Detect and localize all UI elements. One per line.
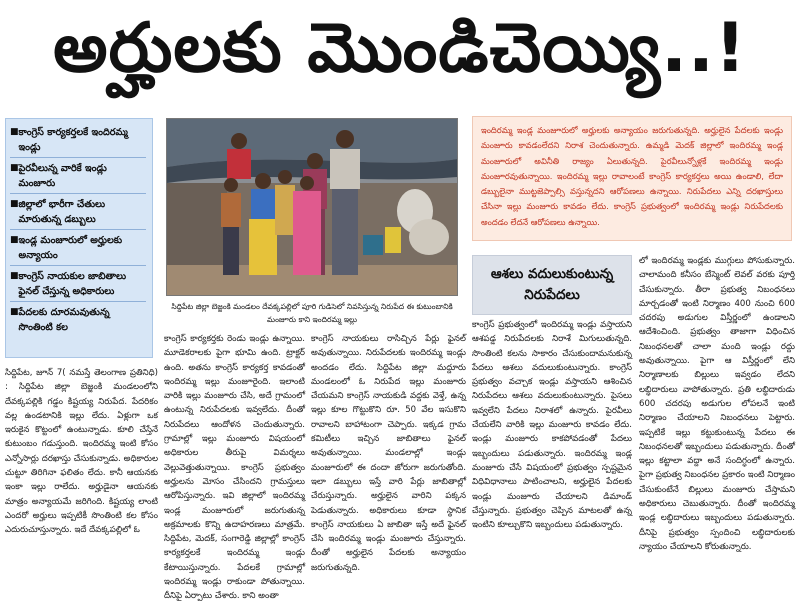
bullet-icon: ■	[10, 199, 19, 209]
highlight-item: ■ కాంగ్రెస్ నాయకుల జాబితాలు ఫైనల్ చేస్తున్న అధికారులు	[10, 271, 127, 297]
subheading-line1: ఆశలు వదులుకుంటున్న	[490, 266, 614, 282]
bullet-icon: ■	[10, 127, 19, 137]
family-photo	[166, 118, 458, 296]
article-column-5: లో ఇందిరమ్మ ఇండ్లకు ముగ్గులు పోసుకున్నారు. చాలామంది కనీసం బేస్మెంట్ లెవల్ వరకు పూర్తి చేసుకున్నారు. తీరా ప్రభుత్వ నిబంధనలు మార్చడంతో ఇంటి నిర్మాణం 400 నుంచి 600 చదరపు అడుగుల విస్తీర్ణంలో ఉండాలని ఆదేశించింది. ప్రభుత్వం తాజాగా విధించిన నిబంధనలతో చాలా మంది ఇండ్లు రద్దు అవుతున్నాయి. పైగా ఆ విస్తీర్ణంలో లేని నిర్మాణాలకు బిల్లులు ఇవ్వడం లేదని లబ్ధిదారులు వాపోతున్నారు. ప్రతి లబ్ధిదారుడు 600 చదరపు అడుగుల లోపలనే ఇంటి నిర్మాణం చేయాలని నిబంధనలు పెట్టారు. ఇప్పటికే ఇల్లు కట్టుకుంటున్న పేదలు ఈ నిబంధనలతో ఇబ్బందులు పడుతున్నారు. దీంతో ఇల్లు కట్టాలా వద్దా అనే సందిగ్ధంలో ఉన్నారు. పైగా ప్రభుత్వ నిబంధనల ప్రకారం ఇంటి నిర్మాణం చేసుకుంటేనే బిల్లులు మంజూరు చేస్తామని అధికారులు చెబుతున్నారు. దీంతో ఇందిరమ్మ ఇండ్ల లబ్ధిదారులు ఇబ్బందులు పడుతున్నారు. దీనిపై ప్రభుత్వం స్పందించి లబ్ధిదారులకు న్యాయం చేయాలని కోరుతున్నారు.	[639, 256, 795, 552]
bullet-icon: ■	[10, 163, 19, 173]
bullet-icon: ■	[10, 271, 19, 281]
headline: అర్హులకు మొండిచెయ్యి..!	[53, 8, 747, 88]
subheading-box	[472, 255, 632, 315]
summary-callout: ఇందిరమ్మ ఇండ్ల మంజూరులో అర్హులకు అన్యాయం జరుగుతున్నది. అర్హులైన పేదలకు ఇండ్లు మంజూరు కావడంలేదని నిరాశ చెందుతున్నారు. ఉమ్మడి మెదక్ జిల్లాలో ఇందిరమ్మ ఇండ్ల మంజూరులో అవినీతి రాజ్యం ఏలుతున్నది. పైరవీలున్నోళ్లకే ఇందిరమ్మ ఇండ్లు మంజూరవుతున్నాయి. ఇందిరమ్మ ఇల్లు రావాలంటే కాంగ్రెస్ కార్యకర్తలు అయి ఉండాలి, లేదా డబ్బులైనా ముట్టజెప్పాల్సి వస్తున్నదని ఆరోపణలు ఉన్నాయి. నిరుపేదలు ఎన్ని దరఖాస్తులు చేసినా ఇల్లు మంజూరు కావడం లేదు. కాంగ్రెస్ ప్రభుత్వంలో ఇందిరమ్మ ఇండ్లు నిరుపేదలకు అందడం లేదనే ఆరోపణలు ఉన్నాయి.	[472, 116, 792, 241]
photo-caption: సిద్దిపేట జిల్లా బెజ్జంకి మండలం దేవక్కపల్లిలో పూరి గుడిసెలో నివసిస్తున్న నిరుపేద ఈ కుటుంబానికి మంజూరు కాని ఇందిరమ్మ ఇల్లు	[171, 302, 453, 324]
highlight-item: ■ పేదలకు దూరమవుతున్న సొంతింటి కల	[10, 307, 110, 333]
highlights-box	[5, 118, 153, 358]
article-column-3: కాంగ్రెస్ నాయకులు రాసిచ్చిన పేర్లు ఫైనల్ అవుతున్నాయి. నిరుపేదలకు ఇందిరమ్మ ఇండ్లు అందడం లేదు. సిద్దిపేట జిల్లా మద్దూరు మండలంలో ఓ నిరుపేద ఇల్లు మంజూరు చేయమని కాంగ్రెస్ నాయకుడి వద్దకు వెళ్తే, ఉన్న ఇల్లు కూల గొట్టుకొని రూ. 50 వేల ఇసుకొని రావాలని బాహాటంగా చెప్పారు. ఇక్కడ గ్రామ కమిటీలు ఇచ్చిన జాబితాలు ఫైనల్ అవుతున్నాయి. మండలాల్లో ఇండ్లు మంజూరులో ఈ దందా జోరుగా జరుగుతోంది. ఇలా డబ్బులు ఇస్తే వారి పేర్లు జాబితాల్లో చేరుస్తున్నారు. అర్హులైన వారిని పక్కన పెడుతున్నారు. అధికారులు కూడా స్థానిక కాంగ్రెస్ నాయకులు ఏ జాబితా ఇస్తే అదే ఫైనల్ చేసి ఇందిరమ్మ ఇండ్లు మంజూరు చేస్తున్నారు. దీంతో అర్హులైన పేదలకు అన్యాయం జరుగుతున్నది.	[311, 334, 466, 573]
family-photo-illustration	[167, 119, 457, 295]
highlight-item: ■ ఇండ్ల మంజూరులో అర్హులకు అన్యాయం	[10, 235, 123, 261]
bullet-icon: ■	[10, 235, 19, 245]
bullet-icon: ■	[10, 307, 19, 317]
article-column-2: కాంగ్రెస్ కార్యకర్తకు రెండు ఇండ్లు ఉన్నాయి. మూడెకరాలకు పైగా భూమి ఉంది. ట్రాక్టర్ ఉంది. అతను కాంగ్రెస్ కార్యకర్త కావడంతో ఇందిరమ్మ ఇల్లు మంజూరైంది. ఇలాంటి వారికి ఇల్లు మంజూరు చేసి, అదే గ్రామంలో ఉంటున్న నిరుపేదలకు ఇవ్వలేదు. దీంతో నిరుపేదలు ఆందోళన చెందుతున్నారు. గ్రామాల్లో ఇల్లు మంజూరు విషయంలో అధికారుల తీరుపై విమర్శలు వెల్లువెత్తుతున్నాయి. కాంగ్రెస్ ప్రభుత్వం అర్హులను మోసం చేసిందని గ్రామస్తులు ఆరోపిస్తున్నారు. ఇవి జిల్లాలో ఇందిరమ్మ ఇండ్ల మంజూరులో జరుగుతున్న అక్రమాలకు కొన్ని ఉదాహరణలు మాత్రమే. సిద్దిపేట, మెదక్, సంగారెడ్డి జిల్లాల్లో కాంగ్రెస్ కార్యకర్తలకే ఇందిరమ్మ ఇండ్లు కేటాయిస్తున్నారు. పేదలకే గ్రామాల్లో ఇందిరమ్మ ఇండ్లు రాకుండా పోతున్నాయి. దీనిపై ఏర్పాటు చేశారు. కాని అంతా	[164, 334, 305, 602]
highlight-item: ■ జిల్లాలో భారీగా చేతులు మారుతున్న డబ్బులు	[10, 199, 106, 225]
highlight-item: ■ కాంగ్రెస్ కార్యకర్తలకే ఇందిరమ్మ ఇండ్లు	[10, 127, 128, 153]
subheading-line2: నిరుపేదలు	[524, 287, 580, 303]
article-column-1: సిద్దిపేట, జూన్ 7( నమస్తే తెలంగాణ ప్రతినిధి) : సిద్దిపేట జిల్లా బెజ్జంకి మండలంలోని దేవక్కపల్లికి గడ్డం కిష్టయ్య నిరుపేద. పేదరికం వల్ల ఉండటానికి ఇల్లు లేదు. ఏళ్లుగా ఒక ఇరుకైన కొట్టంలో ఉంటున్నాడు. కూలి చేస్తేనే కుటుంబం గడుస్తుంది. ఇందిరమ్మ ఇంటి కోసం ఎన్నోసార్లు దరఖాస్తు చేసుకున్నాడు. అధికారుల చుట్టూ తిరిగినా ఫలితం లేదు. కానీ ఆయనకు ఇంకా ఇల్లు రాలేదు. అర్హుడైనా ఆయనకు మాత్రం అన్యాయమే జరిగింది. కిష్టయ్య లాంటి ఎందరో అర్హులు ఇప్పటికీ సొంతింటి కల కోసం ఎదురుచూస్తున్నారు. ఇదే దేవక్కపల్లిలో ఓ	[5, 368, 158, 536]
article-column-4: కాంగ్రెస్ ప్రభుత్వంలో ఇందిరమ్మ ఇండ్లు వస్తాయని ఆశపడ్డ నిరుపేదలకు నిరాశే మిగులుతున్నది. సొంతింటి కలను సాకారం చేసుకుందామనుకున్న పేదలు ఆశలు వదులుకుంటున్నారు. కాంగ్రెస్ ప్రభుత్వం వచ్చాక ఇండ్లు వస్తాయని ఆశించిన నిరుపేదలు ఆశలు వదులుకుంటున్నారు. పైసలు ఇవ్వలేని పేదలు నిరాశలో ఉన్నారు. పైరవీలు చేయలేని వారికి ఇల్లు మంజూరు కావడం లేదు. ఇండ్లు మంజూరు కాకపోవడంతో పేదలు ఇబ్బందులు పడుతున్నారు. ఇందిరమ్మ ఇండ్ల మంజూరు చేసే విషయంలో ప్రభుత్వం స్పష్టమైన విధివిధానాలు పాటించాలని, అర్హులైన పేదలకు ఇండ్లు మంజూరు చేయాలని డిమాండ్ చేస్తున్నారు. ప్రభుత్వం చెప్పిన మాటలతో ఉన్న ఇంటిని కూల్చుకొని ఇబ్బందులు పడుతున్నారు.	[472, 320, 632, 531]
highlight-item: ■ పైరవీలున్న వారికే ఇండ్లు మంజూరు	[10, 163, 107, 189]
